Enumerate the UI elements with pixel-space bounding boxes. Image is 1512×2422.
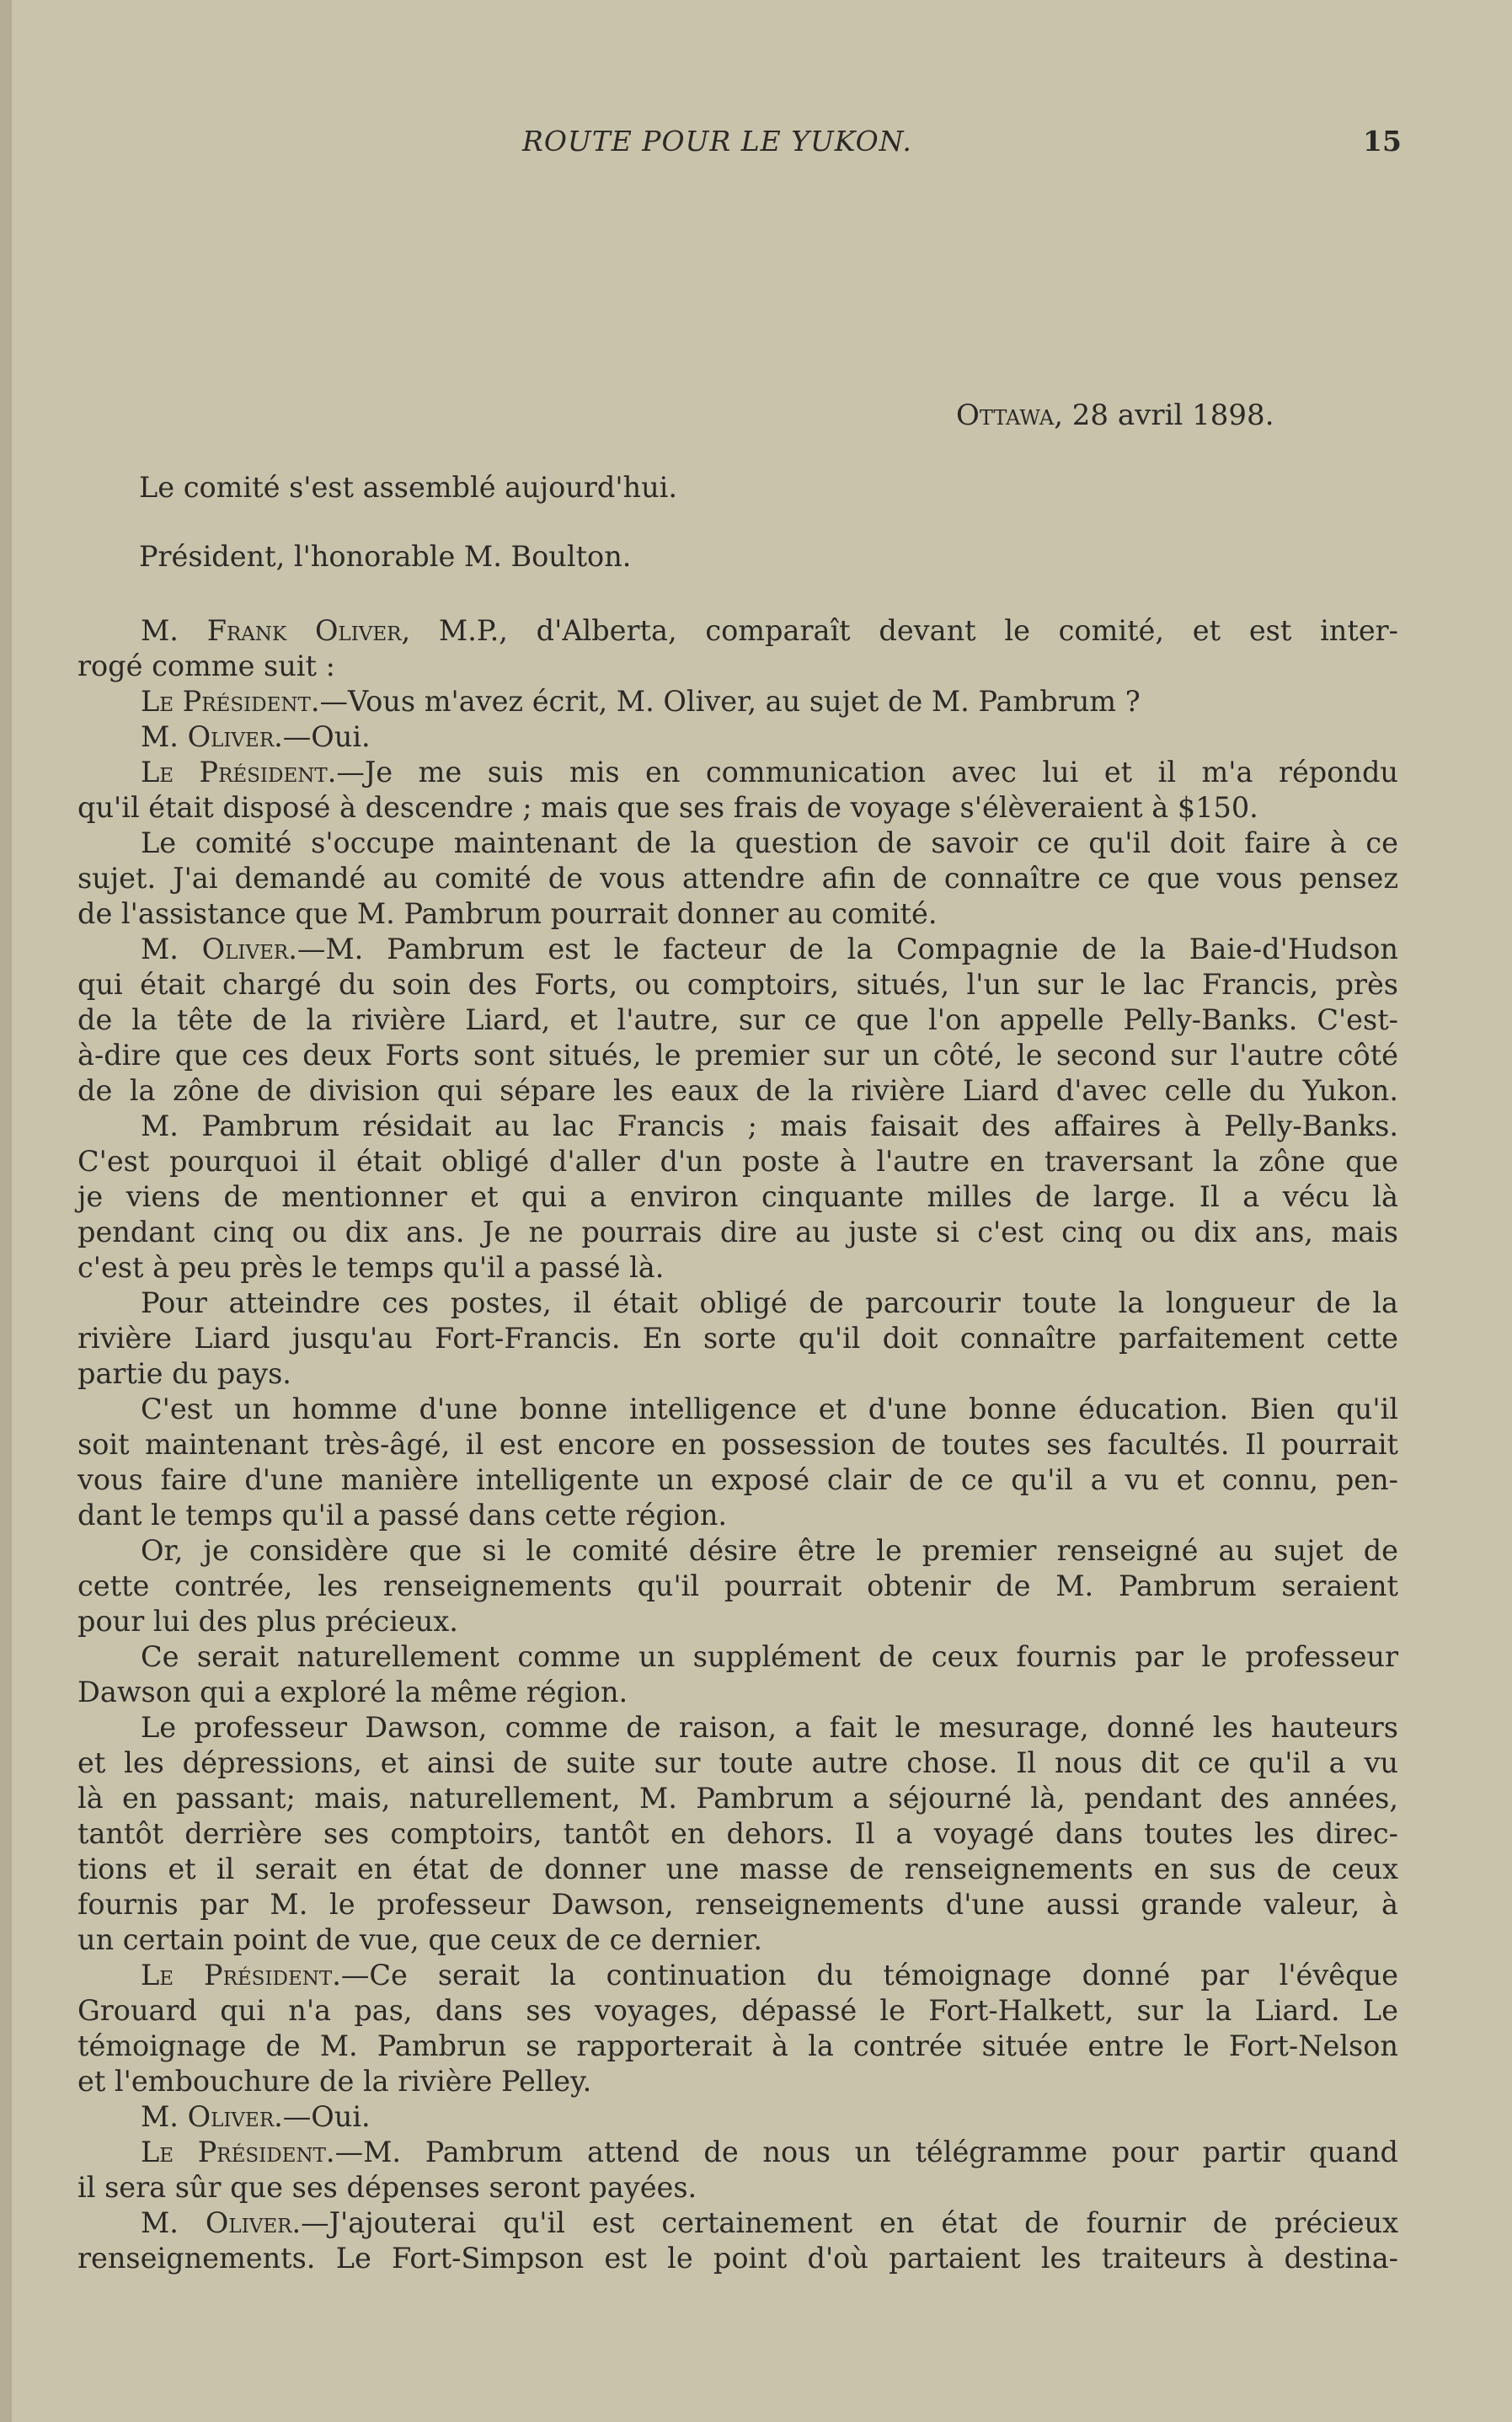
line-text: .—J'ajouterai qu'il est certainement en état de fournir de précieux <box>291 2206 1399 2239</box>
text-line: Or, je considère que si le comité désire être le premier renseigné au sujet de <box>141 1534 1398 1567</box>
text-line: Grouard qui n'a pas, dans ses voyages, dépassé le Fort-Halkett, sur la Liard. Le <box>77 1994 1398 2027</box>
text-line: Dawson qui a exploré la même région. <box>77 1676 628 1708</box>
text-line: de la zône de division qui sépare les eaux de la rivière Liard d'avec celle du Yukon. <box>77 1074 1398 1107</box>
speaker-name: M. Oliver <box>141 2100 275 2133</box>
text-line: je viens de mentionner et qui a environ cinquante milles de large. Il a vécu là <box>77 1180 1398 1213</box>
text-line: rivière Liard jusqu'au Fort-Francis. En sorte qu'il doit connaître parfaitement cette <box>77 1322 1398 1355</box>
text-line: là en passant; mais, naturellement, M. Pambrum a séjourné là, pendant des années, <box>77 1782 1398 1815</box>
line-text: .—M. Pambrum est le facteur de la Compagnie de la Baie-d'Hudson <box>288 933 1399 965</box>
text-line: Le comité s'occupe maintenant de la question de savoir ce qu'il doit faire à ce <box>141 826 1398 859</box>
text-line: Ce serait naturellement comme un supplément de ceux fournis par le professeur <box>141 1640 1398 1673</box>
text-line: fournis par M. le professeur Dawson, renseignements d'une aussi grande valeur, à <box>77 1888 1398 1921</box>
line-text: , M.P., d'Alberta, comparaît devant le comité, et est inter- <box>401 614 1398 647</box>
text-line: sujet. J'ai demandé au comité de vous attendre afin de connaître ce que vous pensez <box>77 862 1398 895</box>
page-header <box>0 125 1512 167</box>
text-line <box>141 2205 1398 2241</box>
assembly-line: Le comité s'est assemblé aujourd'hui. <box>139 471 678 504</box>
text-line: M. Pambrum résidait au lac Francis ; mais faisait des affaires à Pelly-Banks. <box>141 1109 1398 1142</box>
text-line: pour lui des plus précieux. <box>77 1605 458 1638</box>
line-text: .—Ce serait la continuation du témoignage donné par l'évêque <box>332 1959 1398 1992</box>
line-text: .—M. Pambrum attend de nous un télégramme pour partir quand <box>325 2136 1398 2168</box>
text-line: dant le temps qu'il a passé dans cette région. <box>77 1499 728 1532</box>
speaker-name: Le Président <box>141 1959 333 1992</box>
text-line: rogé comme suit : <box>77 650 335 682</box>
speaker-name: M. Oliver <box>141 2206 292 2239</box>
line-text: .—Oui. <box>274 2100 371 2133</box>
text-line: C'est un homme d'une bonne intelligence et d'une bonne éducation. Bien qu'il <box>141 1393 1398 1425</box>
text-line: témoignage de M. Pambrun se rapporterait à la contrée située entre le Fort-Nelson <box>77 2029 1398 2062</box>
text-line: cette contrée, les renseignements qu'il pourrait obtenir de M. Pambrum seraient <box>77 1569 1398 1602</box>
text-line: à-dire que ces deux Forts sont situés, le premier sur un côté, le second sur l'autre côté <box>77 1039 1398 1072</box>
text-line: qui était chargé du soin des Forts, ou comptoirs, situés, l'un sur le lac Francis, près <box>77 968 1398 1001</box>
text-line: tantôt derrière ses comptoirs, tantôt en dehors. Il a voyagé dans toutes les direc- <box>77 1817 1398 1850</box>
text-line: pendant cinq ou dix ans. Je ne pourrais dire au juste si c'est cinq ou dix ans, mais <box>77 1216 1398 1248</box>
text-line: Le professeur Dawson, comme de raison, a fait le mesurage, donné les hauteurs <box>141 1711 1398 1744</box>
page-number: 15 <box>1363 125 1402 158</box>
text-line: renseignements. Le Fort-Simpson est le point d'où partaient les traiteurs à destina- <box>77 2242 1398 2275</box>
line-text: .—Oui. <box>274 720 371 753</box>
text-line: de l'assistance que M. Pambrum pourrait donner au comité. <box>77 897 938 930</box>
dateline <box>956 398 1274 432</box>
speaker-name: M. Oliver <box>141 720 275 753</box>
text-line <box>141 1958 1398 1993</box>
speaker-name: Le Président <box>141 2136 326 2168</box>
text-line: Pour atteindre ces postes, il était obligé de parcourir toute la longueur de la <box>141 1286 1398 1319</box>
text-line: partie du pays. <box>77 1357 291 1390</box>
dateline-date: , 28 avril 1898. <box>1054 398 1274 432</box>
president-line: Président, l'honorable M. Boulton. <box>139 540 632 573</box>
text-line: de la tête de la rivière Liard, et l'autre, sur ce que l'on appelle Pelly-Banks. C'est- <box>77 1003 1398 1036</box>
text-line: un certain point de vue, que ceux de ce dernier. <box>77 1923 763 1956</box>
text-line: il sera sûr que ses dépenses seront payées. <box>77 2171 697 2204</box>
text-line: tions et il serait en état de donner une masse de renseignements en sus de ceux <box>77 1853 1398 1885</box>
text-line: soit maintenant très-âgé, il est encore en possession de toutes ses facultés. Il pourrait <box>77 1428 1398 1461</box>
text-line <box>141 932 1398 967</box>
speaker-name: Le Président <box>141 756 328 789</box>
text-line: vous faire d'une manière intelligente un exposé clair de ce qu'il a vu et connu, pen- <box>77 1463 1398 1496</box>
speaker-name: M. Frank Oliver <box>141 614 402 647</box>
text-line: qu'il était disposé à descendre ; mais que ses frais de voyage s'élèveraient à $150. <box>77 791 1258 824</box>
text-line: c'est à peu près le temps qu'il a passé là. <box>77 1251 665 1284</box>
running-title: ROUTE POUR LE YUKON. <box>522 125 912 158</box>
text-line <box>141 684 1398 719</box>
text-line: C'est pourquoi il était obligé d'aller d'un poste à l'autre en traversant la zône que <box>77 1145 1398 1178</box>
text-line <box>141 2135 1398 2170</box>
text-line <box>141 2099 1398 2135</box>
line-text: .—Vous m'avez écrit, M. Oliver, au sujet de M. Pambrum ? <box>310 685 1141 718</box>
line-text: .—Je me suis mis en communication avec lui et il m'a répondu <box>327 756 1399 789</box>
page-left-edge <box>0 0 12 2422</box>
text-line <box>141 755 1398 790</box>
speaker-name: Le Président <box>141 685 311 718</box>
dateline-place: Ottawa <box>956 398 1055 432</box>
text-line <box>141 613 1398 649</box>
text-line: et l'embouchure de la rivière Pelley. <box>77 2065 592 2098</box>
text-line: et les dépressions, et ainsi de suite sur toute autre chose. Il nous dit ce qu'il a vu <box>77 1746 1398 1779</box>
text-line <box>141 719 1398 755</box>
speaker-name: M. Oliver <box>141 933 289 965</box>
